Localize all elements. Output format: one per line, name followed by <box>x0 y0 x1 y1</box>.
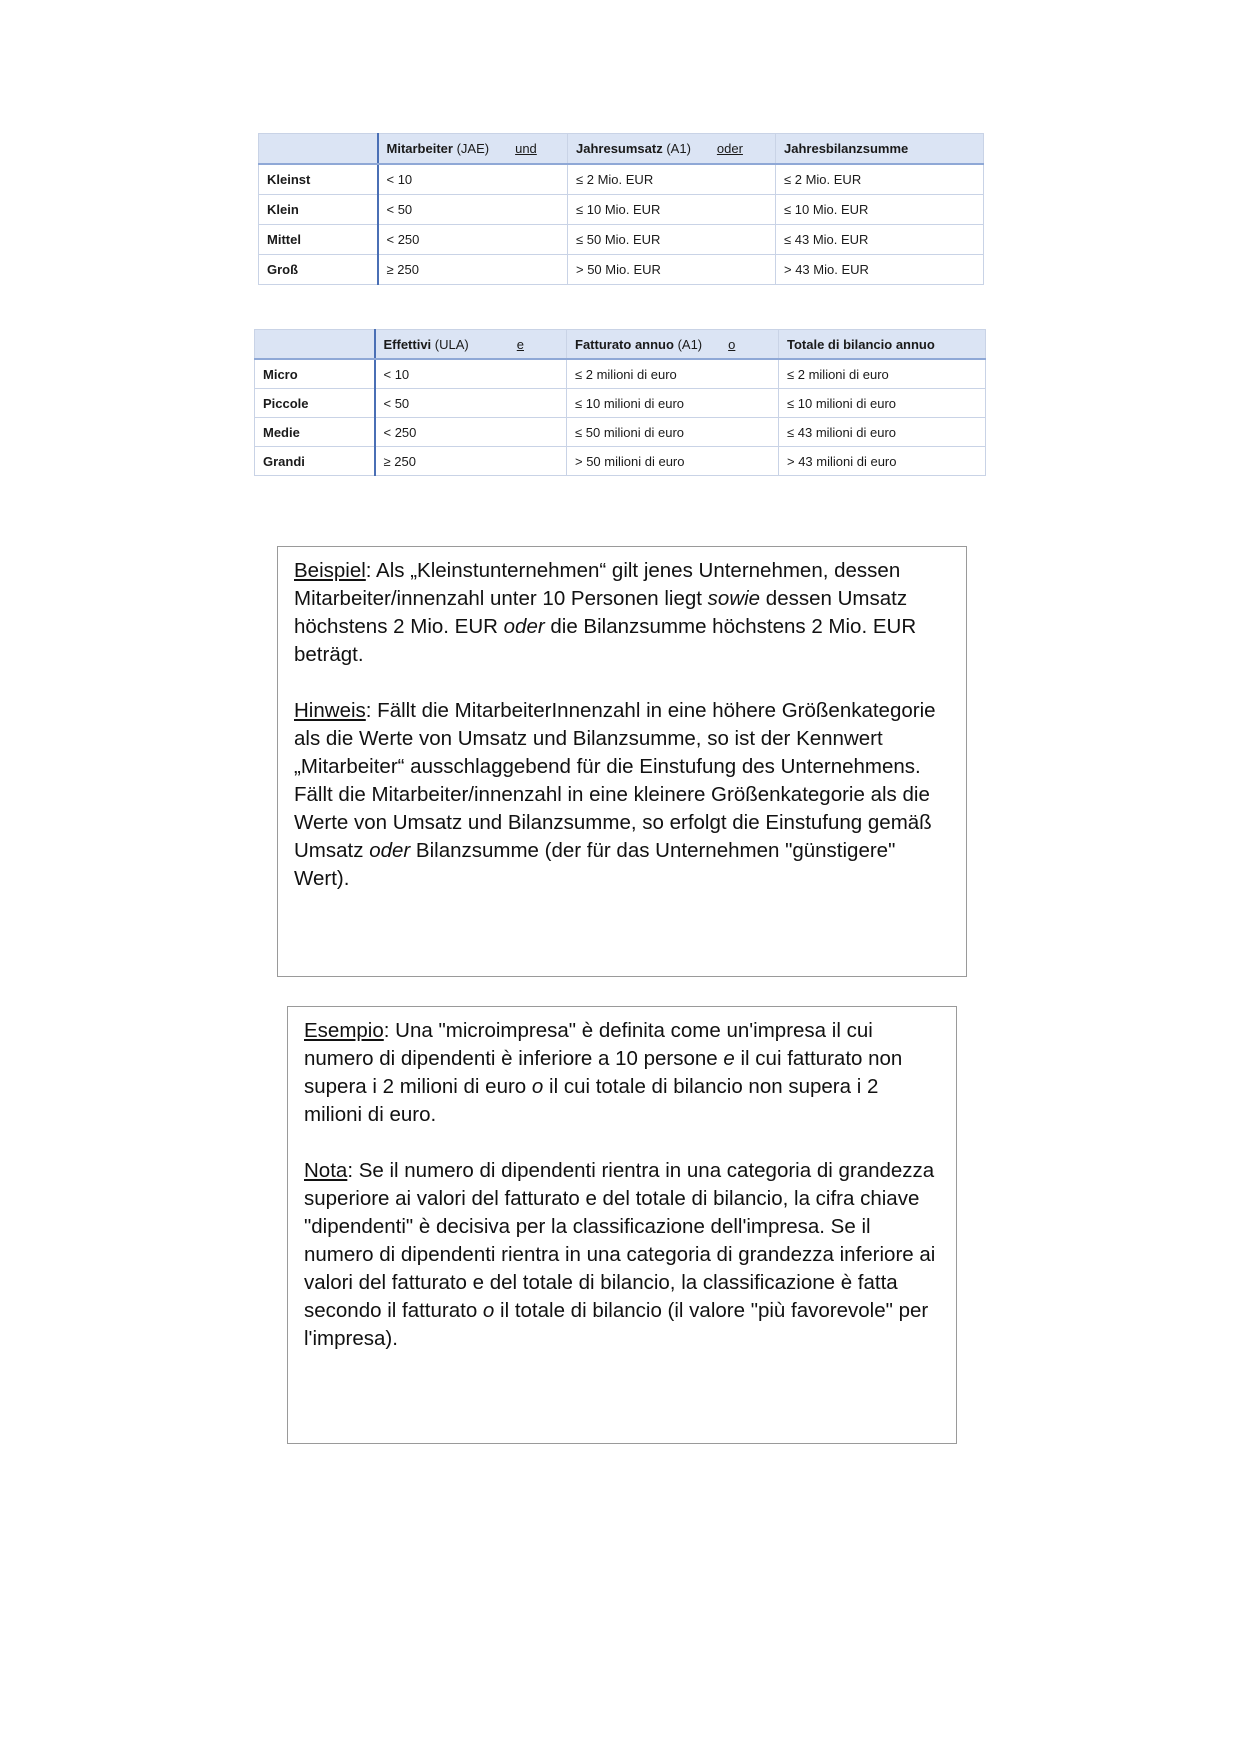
example-paragraph: Esempio: Una "microimpresa" è definita come un'impresa il cui numero di dipendenti è inferiore a 10 persone e il cui fatturato non supera i 2 milioni di euro o il cui totale di bilancio non supera i 2 milioni di euro. <box>304 1019 903 1126</box>
header-balance: Totale di bilancio annuo <box>779 330 986 360</box>
row-label: Medie <box>255 418 375 447</box>
header-empty-cell <box>259 134 378 165</box>
cell-balance: ≤ 2 Mio. EUR <box>776 164 984 195</box>
cell-employees: ≥ 250 <box>378 255 568 285</box>
cell-employees: < 250 <box>375 418 567 447</box>
cell-turnover: ≤ 50 milioni di euro <box>567 418 779 447</box>
cell-balance: ≤ 10 milioni di euro <box>779 389 986 418</box>
cell-balance: ≤ 2 milioni di euro <box>779 359 986 389</box>
row-label: Piccole <box>255 389 375 418</box>
table-row <box>259 255 984 285</box>
conjunction-and: e <box>516 336 524 352</box>
header-employees: Mitarbeiter (JAE) und <box>378 134 568 165</box>
note-paragraph: Nota: Se il numero di dipendenti rientra in una categoria di grandezza superiore ai valori del fatturato e del totale di bilancio, la cifra chiave "dipendenti" è decisiva per la classificazione dell'impresa. Se il numero di dipendenti rientra in una categoria di grandezza inferiore ai valori del fatturato e del totale di bilancio, la classificazione è fatta secondo il fatturato o il totale di bilancio (il valore "più favorevole" per l'impresa). <box>304 1159 936 1350</box>
row-label: Groß <box>259 255 378 285</box>
cell-balance: ≤ 43 milioni di euro <box>779 418 986 447</box>
note-paragraph: Hinweis: Fällt die MitarbeiterInnenzahl in eine höhere Größenkategorie als die Werte von Umsatz und Bilanzsumme, so ist der Kennwert „Mitarbeiter“ ausschlaggebend für die Einstufung des Unternehmens. <box>294 699 936 778</box>
sme-table-german <box>258 133 984 285</box>
header-turnover: Fatturato annuo (A1) o <box>567 330 779 360</box>
cell-balance: ≤ 43 Mio. EUR <box>776 225 984 255</box>
cell-balance: > 43 milioni di euro <box>779 447 986 476</box>
row-label: Klein <box>259 195 378 225</box>
cell-turnover: > 50 Mio. EUR <box>568 255 776 285</box>
header-employees: Effettivi (ULA) e <box>375 330 567 360</box>
cell-turnover: ≤ 10 Mio. EUR <box>568 195 776 225</box>
table-header-row <box>255 330 986 360</box>
cell-balance: > 43 Mio. EUR <box>776 255 984 285</box>
header-balance: Jahresbilanzsumme <box>776 134 984 165</box>
table-row <box>259 164 984 195</box>
example-paragraph: Beispiel: Als „Kleinstunternehmen“ gilt jenes Unternehmen, dessen Mitarbeiter/innenzahl unter 10 Personen liegt sowie dessen Umsatz höchstens 2 Mio. EUR oder die Bilanzsumme höchstens 2 Mio. EUR beträgt. <box>294 559 917 666</box>
table-row <box>259 225 984 255</box>
example-label: Esempio <box>304 1019 384 1042</box>
german-explanation-box <box>277 546 967 977</box>
cell-turnover: ≤ 10 milioni di euro <box>567 389 779 418</box>
header-turnover: Jahresumsatz (A1) oder <box>568 134 776 165</box>
italian-explanation-box <box>287 1006 957 1444</box>
cell-turnover: > 50 milioni di euro <box>567 447 779 476</box>
cell-employees: < 10 <box>378 164 568 195</box>
note-label: Hinweis <box>294 699 366 722</box>
header-empty-cell <box>255 330 375 360</box>
table-row <box>255 447 986 476</box>
row-label: Kleinst <box>259 164 378 195</box>
sme-table-italian <box>254 329 986 476</box>
table-row <box>255 389 986 418</box>
note-label: Nota <box>304 1159 348 1182</box>
row-label: Mittel <box>259 225 378 255</box>
conjunction-and: und <box>515 141 537 156</box>
cell-balance: ≤ 10 Mio. EUR <box>776 195 984 225</box>
row-label: Grandi <box>255 447 375 476</box>
table-row <box>259 195 984 225</box>
cell-employees: < 50 <box>378 195 568 225</box>
note-paragraph-2: Fällt die Mitarbeiter/innenzahl in eine kleinere Größenkategorie als die Werte von Umsatz und Bilanzsumme, so erfolgt die Einstufung gemäß Umsatz oder Bilanzsumme (der für das Unternehmen "günstigere" Wert). <box>294 783 932 890</box>
table-header-row <box>259 134 984 165</box>
table-row <box>255 359 986 389</box>
conjunction-or: o <box>728 336 736 352</box>
cell-turnover: ≤ 2 Mio. EUR <box>568 164 776 195</box>
table-row <box>255 418 986 447</box>
cell-turnover: ≤ 50 Mio. EUR <box>568 225 776 255</box>
example-label: Beispiel <box>294 559 366 582</box>
row-label: Micro <box>255 359 375 389</box>
conjunction-or: oder <box>716 141 743 156</box>
cell-employees: < 50 <box>375 389 567 418</box>
cell-employees: < 250 <box>378 225 568 255</box>
cell-employees: ≥ 250 <box>375 447 567 476</box>
cell-employees: < 10 <box>375 359 567 389</box>
cell-turnover: ≤ 2 milioni di euro <box>567 359 779 389</box>
